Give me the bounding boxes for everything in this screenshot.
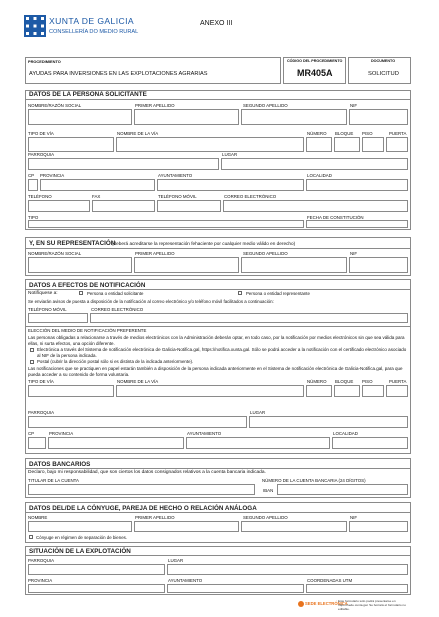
rep-nif-field[interactable] <box>349 257 408 273</box>
province-field[interactable] <box>40 179 155 191</box>
representative-checkbox[interactable] <box>238 291 242 295</box>
iban-field[interactable] <box>277 484 408 495</box>
notification-paragraph-1: Las personas obligadas a relacionarse a través de medios electrónicos con la Administración deberán optar, en todo caso, por la notificación por medios electrónicos sin que sea válida para ellas, ni surta efectos, una opción diferente. <box>28 335 405 346</box>
cp-label: CP <box>28 173 35 178</box>
notif-council-label: AYUNTAMIENTO <box>187 431 222 436</box>
notif-road-name-label: NOMBRE DE LA VÍA <box>117 379 159 384</box>
separation-checkbox[interactable] <box>29 535 33 539</box>
notif-locality-field[interactable] <box>332 437 408 449</box>
council-field[interactable] <box>157 179 304 191</box>
rep-name-label: NOMBRE/RAZÓN SOCIAL <box>28 251 82 256</box>
notif-road-type-label: TIPO DE VÍA <box>28 379 54 384</box>
xunta-logo <box>24 15 46 37</box>
footer-brand: SEDE ELECTRÓNICA <box>305 601 348 606</box>
notif-door-field[interactable] <box>386 385 408 397</box>
farm-province-label: PROVINCIA <box>28 578 53 583</box>
floor-label: PISO <box>362 131 373 136</box>
document-label: DOCUMENTO <box>371 59 396 63</box>
surname2-label: SEGUNDO APELLIDO <box>243 103 288 108</box>
notif-cp-label: CP <box>28 431 35 436</box>
notif-province-field[interactable] <box>48 437 184 449</box>
notif-mobile-field[interactable] <box>28 313 88 323</box>
mobile-field[interactable] <box>157 200 221 212</box>
number-label: NÚMERO <box>307 131 327 136</box>
parish-field[interactable] <box>28 158 219 170</box>
notif-province-label: PROVINCIA <box>49 431 74 436</box>
account-number-label: NÚMERO DE LA CUENTA BANCARIA (24 DÍGITOS) <box>262 478 366 483</box>
name-label: NOMBRE/RAZÓN SOCIAL <box>28 103 82 108</box>
electronic-checkbox[interactable] <box>30 348 34 352</box>
rep-surname1-label: PRIMER APELLIDO <box>135 251 175 256</box>
surname2-field[interactable] <box>241 109 347 125</box>
notify-to-label: Notifíquese a: <box>28 291 58 296</box>
farm-parish-field[interactable] <box>28 564 165 575</box>
divider <box>25 289 411 290</box>
rep-nif-label: NIF <box>350 251 358 256</box>
road-name-field[interactable] <box>116 137 304 152</box>
divider <box>25 248 411 249</box>
bank-title: DATOS BANCARIOS <box>29 461 91 468</box>
notif-place-field[interactable] <box>249 416 408 428</box>
name-field[interactable] <box>28 109 132 125</box>
block-label: BLOQUE <box>335 131 354 136</box>
number-field[interactable] <box>306 137 332 152</box>
annex-label: ANEXO III <box>200 20 233 27</box>
separation-label: Cónyuge en régimen de separación de bienes. <box>36 535 128 540</box>
representative-title: Y, EN SU REPRESENTACIÓN <box>29 240 116 247</box>
representative-option-label: Persona o entidad representante <box>246 291 310 296</box>
province-label: PROVINCIA <box>40 173 65 178</box>
place-label: LUGAR <box>222 152 238 157</box>
account-holder-label: TITULAR DE LA CUENTA <box>28 478 79 483</box>
notif-door-label: PUERTA <box>389 379 407 384</box>
farm-place-field[interactable] <box>167 564 408 575</box>
procedure-label: PROCEDIMIENTO <box>28 59 61 64</box>
farm-council-label: AYUNTAMIENTO <box>168 578 203 583</box>
spouse-nif-field[interactable] <box>349 521 408 532</box>
fax-label: FAX <box>92 194 101 199</box>
rep-surname2-field[interactable] <box>241 257 347 273</box>
door-field[interactable] <box>386 137 408 152</box>
spouse-surname1-label: PRIMER APELLIDO <box>135 515 175 520</box>
phone-field[interactable] <box>28 200 90 212</box>
applicant-checkbox[interactable] <box>79 291 83 295</box>
applicant-title: DATOS DE LA PERSONA SOLICITANTE <box>29 91 147 98</box>
bank-declaration: Declaro, bajo mi responsabilidad, que son ciertos los datos consignados relativos a la cuenta bancaria indicada. <box>28 470 266 475</box>
farm-utm-label: COORDENADAS UTM <box>307 578 353 583</box>
farm-province-field[interactable] <box>28 584 165 593</box>
farm-council-field[interactable] <box>167 584 304 593</box>
type-field[interactable] <box>28 220 304 228</box>
nif-field[interactable] <box>349 109 408 125</box>
notif-email-label: CORREO ELECTRÓNICO <box>91 307 144 312</box>
notification-title: DATOS A EFECTOS DE NOTIFICACIÓN <box>29 282 146 289</box>
divider <box>25 99 411 100</box>
fax-field[interactable] <box>92 200 155 212</box>
place-field[interactable] <box>221 158 408 170</box>
notif-block-label: BLOQUE <box>335 379 354 384</box>
divider <box>25 555 411 556</box>
spouse-surname2-field[interactable] <box>241 521 347 532</box>
road-type-label: TIPO DE VÍA <box>28 131 54 136</box>
notif-place-label: LUGAR <box>250 410 266 415</box>
parish-label: PARROQUIA <box>28 152 55 157</box>
rep-name-field[interactable] <box>28 257 132 273</box>
notif-floor-field[interactable] <box>362 385 384 397</box>
notif-number-field[interactable] <box>306 385 332 397</box>
spouse-nif-label: NIF <box>350 515 358 520</box>
spouse-name-label: NOMBRE <box>28 515 48 520</box>
farm-title: SITUACIÓN DE LA EXPLOTACIÓN <box>29 548 131 555</box>
notif-locality-label: LOCALIDAD <box>333 431 358 436</box>
postal-checkbox[interactable] <box>30 360 34 364</box>
notif-block-field[interactable] <box>334 385 360 397</box>
mobile-label: TELÉFONO MÓVIL <box>158 194 197 199</box>
rep-surname1-field[interactable] <box>134 257 239 273</box>
door-label: PUERTA <box>389 131 407 136</box>
divider <box>25 468 411 469</box>
nif-label: NIF <box>350 103 358 108</box>
constitution-date-label: FECHA DE CONSTITUCIÓN <box>307 215 364 220</box>
notif-email-field[interactable] <box>90 313 408 323</box>
choice-title: ELECCIÓN DEL MEDIO DE NOTIFICACIÓN PREFERENTE <box>28 328 147 333</box>
electronic-option-text: Electrónica a través del Sistema de notificación electrónica de Galicia-Notifica.gal, https://notifica.xunta.gal. Sólo se podrá acceder a la notificación con el certificado electrónico asociado al NIF de la persona indicada. <box>37 347 407 358</box>
notif-mobile-label: TELÉFONO MÓVIL <box>28 307 67 312</box>
cp-field[interactable] <box>28 179 38 191</box>
email-field[interactable] <box>223 200 408 212</box>
footer-note: Este formulario sólo podrá presentarse en https://sede.xunta.gal. Se borrará el formulario no editable. <box>338 599 406 611</box>
document-value: SOLICITUD <box>368 71 399 77</box>
phone-label: TELÉFONO <box>28 194 52 199</box>
spouse-surname1-field[interactable] <box>134 521 239 532</box>
farm-utm-field[interactable] <box>306 584 408 593</box>
notif-floor-label: PISO <box>362 379 373 384</box>
org-name: XUNTA DE GALICIA <box>49 16 135 26</box>
notice-text: Se enviarán avisos de puesta a disposición de la notificación al correo electrónico y/o teléfono móvil facilitados a continuación: <box>28 299 274 304</box>
surname1-field[interactable] <box>134 109 239 125</box>
email-label: CORREO ELECTRÓNICO <box>224 194 277 199</box>
divider <box>25 326 411 327</box>
constitution-date-field[interactable] <box>306 220 408 228</box>
spouse-title: DATOS DEL/DE LA CÓNYUGE, PAREJA DE HECHO O RELACIÓN ANÁLOGA <box>29 505 257 512</box>
notif-council-field[interactable] <box>186 437 330 449</box>
surname1-label: PRIMER APELLIDO <box>135 103 175 108</box>
locality-field[interactable] <box>306 179 408 191</box>
locality-label: LOCALIDAD <box>307 173 332 178</box>
farm-parish-label: PARROQUIA <box>28 558 55 563</box>
notif-parish-field[interactable] <box>28 416 247 428</box>
representative-note: (deberá acreditarse la representación fehaciente por cualquier medio válido en derecho) <box>112 241 296 246</box>
code-label: CÓDIGO DEL PROCEDIMIENTO <box>287 59 343 63</box>
applicant-option-label: Persona o entidad solicitante <box>87 291 144 296</box>
notif-number-label: NÚMERO <box>307 379 327 384</box>
farm-place-label: LUGAR <box>168 558 184 563</box>
sede-logo-icon <box>298 601 304 607</box>
notif-cp-field[interactable] <box>28 437 46 449</box>
notif-parish-label: PARROQUIA <box>28 410 55 415</box>
code-value: MR405A <box>297 68 333 78</box>
notif-road-type-field[interactable] <box>28 385 114 397</box>
road-type-field[interactable] <box>28 137 114 152</box>
spouse-surname2-label: SEGUNDO APELLIDO <box>243 515 288 520</box>
spouse-name-field[interactable] <box>28 521 132 532</box>
notification-paragraph-2: Las notificaciones que se practiquen en papel estarán también a disposición de la persona indicada anteriormente en el Sistema de notificación electrónica de Galicia-Notifica.gal, para que pueda acceder a su contenido de forma voluntaria. <box>28 366 403 377</box>
rep-surname2-label: SEGUNDO APELLIDO <box>243 251 288 256</box>
divider <box>25 512 411 513</box>
road-name-label: NOMBRE DE LA VÍA <box>117 131 159 136</box>
floor-field[interactable] <box>362 137 384 152</box>
type-label: TIPO <box>28 215 39 220</box>
org-department: CONSELLERÍA DO MEDIO RURAL <box>49 29 139 35</box>
block-field[interactable] <box>334 137 360 152</box>
account-holder-field[interactable] <box>28 484 255 495</box>
procedure-name: AYUDAS PARA INVERSIONES EN LAS EXPLOTACIONES AGRARIAS <box>29 71 208 77</box>
postal-option-text: Postal (cubrir la dirección postal sólo si es distinta de la indicada anteriormente). <box>37 359 194 364</box>
iban-label: IBAN <box>263 488 274 493</box>
notif-road-name-field[interactable] <box>116 385 304 397</box>
council-label: AYUNTAMIENTO <box>158 173 193 178</box>
